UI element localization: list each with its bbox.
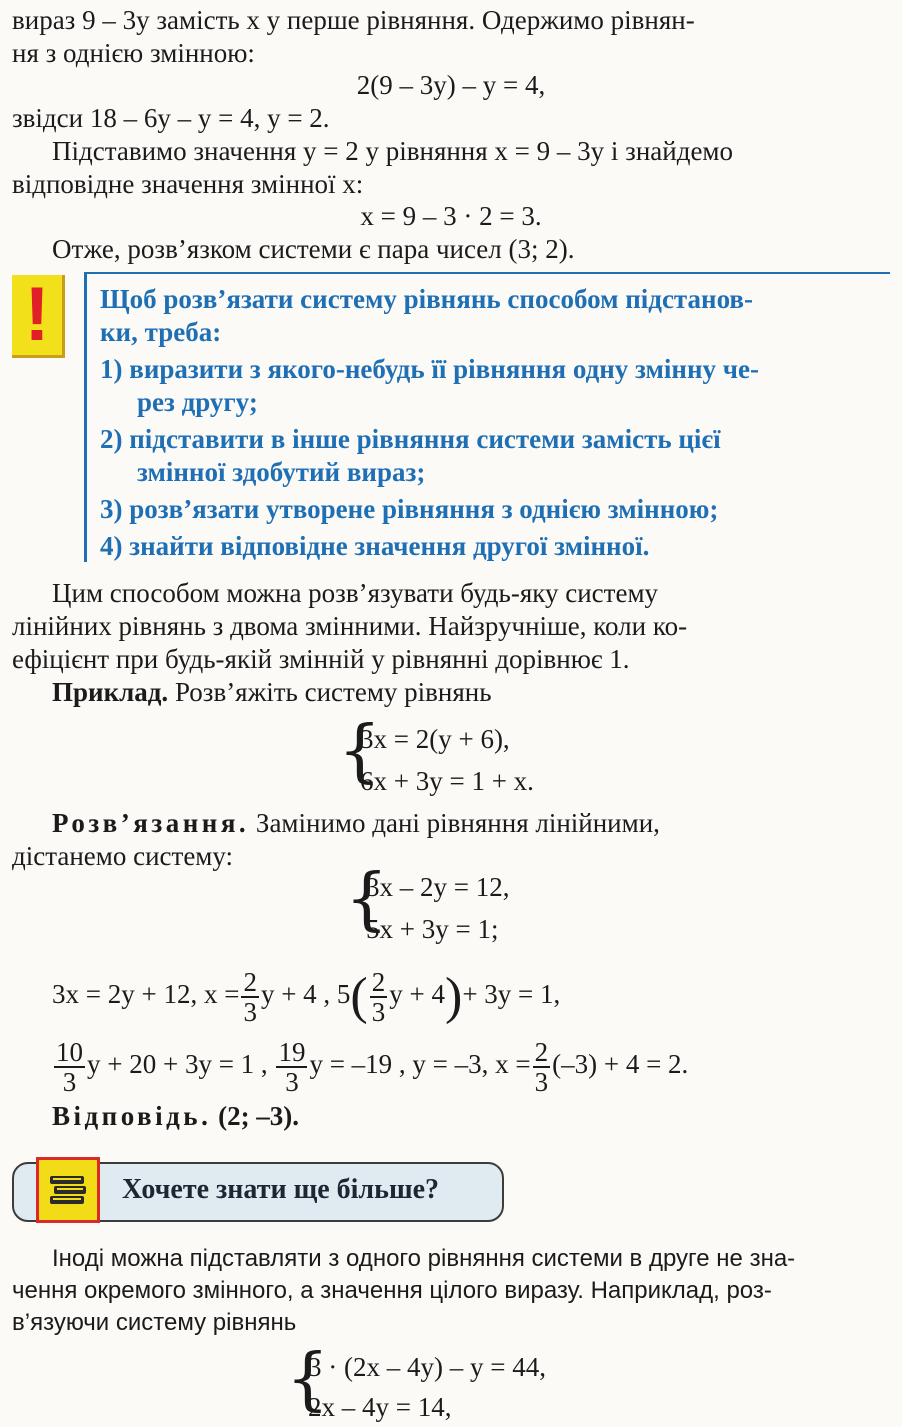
text-line: відповідне значення змінної x: xyxy=(12,169,364,199)
rule-step: 1) виразити з якого-небудь її рівняння одну змінну че- xyxy=(100,354,759,384)
fraction xyxy=(370,968,388,1026)
example-line xyxy=(52,675,492,709)
working-text: y = –19 , y = –3, x = xyxy=(309,1049,531,1079)
text-line: Цим способом можна розв’язувати будь-яку систему xyxy=(52,578,659,608)
text-line: дістанемо систему: xyxy=(12,841,234,871)
rule-top-border xyxy=(84,272,890,274)
text-line: в’язуючи систему рівнянь xyxy=(12,1309,297,1336)
fraction xyxy=(276,1038,307,1096)
exclamation-icon: ! xyxy=(12,275,65,358)
solution-line xyxy=(52,806,660,840)
working-text: y + 4 xyxy=(389,979,445,1009)
working-line xyxy=(52,958,560,1030)
fraction xyxy=(533,1038,551,1096)
text-line: вираз 9 – 3y замість x у перше рівняння. Одержимо рівнян- xyxy=(12,5,695,35)
rule-step: 4) знайти відповідне значення другої змінної. xyxy=(100,531,650,561)
answer-line xyxy=(52,1099,299,1133)
rule-border xyxy=(84,272,87,562)
banner-title: Хочете знати ще більше? xyxy=(122,1174,440,1205)
system-brace: { xyxy=(345,860,389,939)
rule-step: 2) підставити в інше рівняння системи замість цієї xyxy=(100,424,721,454)
equation: x = 9 – 3 · 2 = 3. xyxy=(360,201,542,231)
books-icon-graphic xyxy=(46,1168,90,1212)
fraction-denominator: 3 xyxy=(534,1066,549,1097)
example-text: Розв’яжіть систему рівнянь xyxy=(168,677,492,707)
solution-label: Розв’язання. xyxy=(52,808,250,838)
fraction-denominator: 3 xyxy=(371,996,386,1027)
working-text: y + 4 , 5 xyxy=(260,979,351,1009)
text-line: ефіцієнт при будь-якій змінній у рівнянні дорівнює 1. xyxy=(12,644,630,674)
working-text: (–3) + 4 = 2. xyxy=(552,1049,689,1079)
fraction-numerator: 10 xyxy=(56,1036,83,1067)
equation: 3x – 2y = 12, xyxy=(366,872,510,902)
rule-step: 3) розв’язати утворене рівняння з однією змінною; xyxy=(100,494,719,524)
fraction-numerator: 2 xyxy=(371,966,386,997)
rule-step: змінної здобутий вираз; xyxy=(137,457,426,487)
fraction-numerator: 19 xyxy=(278,1036,306,1067)
system-brace: { xyxy=(286,1340,330,1419)
text-line: Підставимо значення y = 2 у рівняння x = 9 – 3y і знайдемо xyxy=(52,136,734,166)
working-line xyxy=(52,1028,688,1100)
text-line: ня з однією змінною: xyxy=(12,38,255,68)
text-line: лінійних рівнянь з двома змінними. Найзручніше, коли ко- xyxy=(12,611,688,641)
rule-heading: Щоб розв’язати систему рівнянь способом підстанов- xyxy=(100,284,753,314)
working-text: + 3y = 1, xyxy=(462,979,561,1009)
rule-heading: ки, треба: xyxy=(100,317,222,347)
fraction-numerator: 2 xyxy=(534,1036,549,1067)
text-line: звідси 18 – 6y – y = 4, y = 2. xyxy=(12,103,330,133)
fraction-denominator: 3 xyxy=(285,1066,299,1097)
rule-step: рез другу; xyxy=(137,387,258,417)
equation: 3x = 2(y + 6), xyxy=(360,724,510,754)
example-label: Приклад. xyxy=(52,677,169,707)
fraction-numerator: 2 xyxy=(243,966,257,997)
fraction xyxy=(241,968,259,1026)
solution-text: Замінимо дані рівняння лінійними, xyxy=(249,808,660,838)
working-text: y + 20 + 3y = 1 , xyxy=(87,1049,268,1079)
system-brace: { xyxy=(338,712,382,791)
paren: ( xyxy=(350,967,368,1025)
fraction-denominator: 3 xyxy=(243,996,257,1027)
equation: 5x + 3y = 1; xyxy=(366,914,499,944)
working-text: 3x = 2y + 12, x = xyxy=(52,979,240,1009)
paren: ) xyxy=(444,967,463,1025)
equation: 2x – 4y = 14, xyxy=(308,1392,452,1422)
equation: 3 · (2x – 4y) – y = 44, xyxy=(308,1352,546,1382)
equation: 2(9 – 3y) – y = 4, xyxy=(356,70,546,100)
text-line: чення окремого змінного, а значення цілого виразу. Наприклад, роз- xyxy=(12,1277,772,1304)
text-line: Отже, розв’язком системи є пара чисел (3; 2). xyxy=(52,234,575,264)
equation: 6x + 3y = 1 + x. xyxy=(360,766,534,796)
text-line: Іноді можна підставляти з одного рівняння системи в друге не зна- xyxy=(52,1245,796,1272)
books-icon xyxy=(36,1157,100,1223)
fraction-denominator: 3 xyxy=(62,1066,77,1097)
fraction xyxy=(54,1038,85,1096)
answer-label: Відповідь. xyxy=(52,1101,212,1131)
answer-text: (2; –3). xyxy=(211,1101,300,1131)
